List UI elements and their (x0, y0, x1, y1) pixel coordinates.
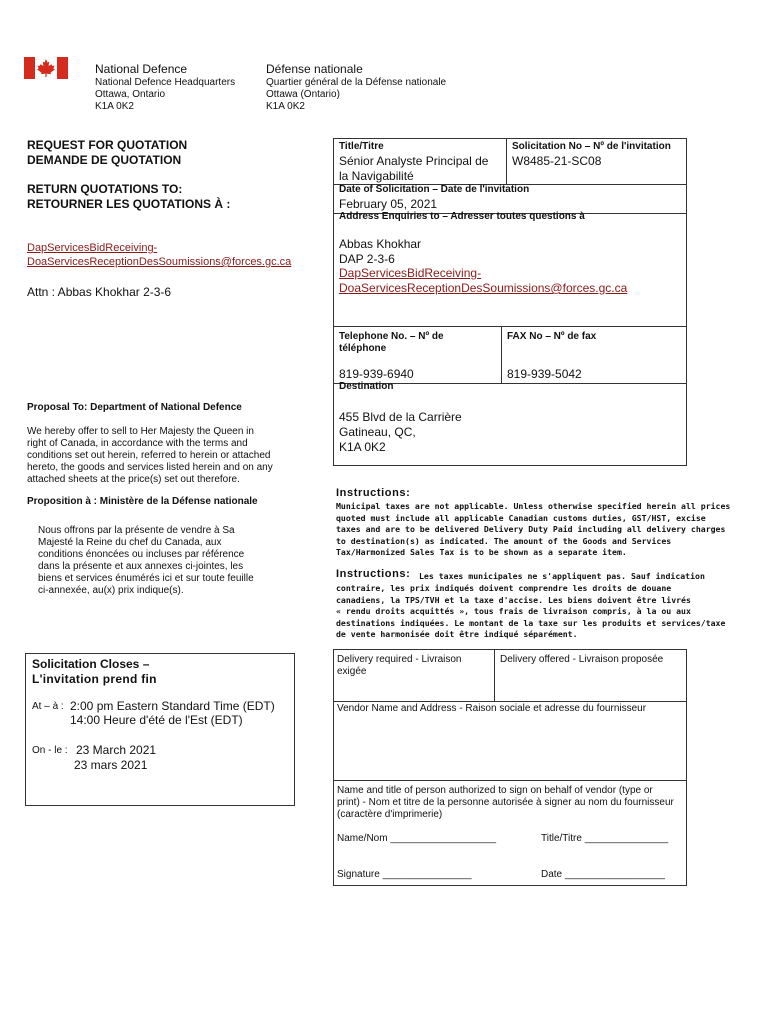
closes-time-fr: 14:00 Heure d'été de l'Est (EDT) (70, 713, 243, 727)
telephone-label: Telephone No. – Nº de téléphone (339, 331, 444, 354)
dept-address-fr-3: K1A 0K2 (266, 101, 305, 112)
rfq-title-en: REQUEST FOR QUOTATION (27, 138, 188, 152)
dept-address-en-2: Ottawa, Ontario (95, 89, 166, 100)
instructions-text-fr: contraire, les prix indiqués doivent comprendre les droits de douane canadiens, la TPS/TVH et la taxe d'accise. Les biens doivent être livrés « rendu droits acquittés », tous frais de livraison compris, à la ou aux destinations indiquées. Le montant de la taxe sur les produits et services/taxe de vente harmonisée doit être indiqué séparément. (336, 583, 726, 640)
instructions-text-fr-first-line: Les taxes municipales ne s'appliquent pas. Sauf indication (419, 571, 705, 581)
title-value: Sénior Analyste Principal de la Navigabilité (339, 154, 489, 183)
enquiries-email-link-1[interactable]: DapServicesBidReceiving- (339, 266, 482, 280)
fax-label: FAX No – Nº de fax (507, 331, 597, 342)
closes-date-en: 23 March 2021 (76, 743, 157, 757)
enquiries-name: Abbas Khokhar (339, 237, 422, 251)
title-field[interactable]: Title/Titre _______________ (541, 833, 669, 844)
rfq-title-fr: DEMANDE DE QUOTATION (27, 153, 182, 167)
instructions-title-fr: Instructions: (336, 568, 411, 580)
closes-on-label: On - le : (32, 745, 68, 756)
enquiries-email-link-2[interactable]: DoaServicesReceptionDesSoumissions@forces.gc.ca (339, 281, 628, 295)
dept-address-fr-2: Ottawa (Ontario) (266, 89, 340, 100)
solicitation-number-value: W8485-21-SC08 (512, 154, 602, 168)
solicitation-date-value: February 05, 2021 (339, 197, 438, 211)
instructions-title-en: Instructions: (336, 487, 411, 499)
return-to-fr: RETOURNER LES QUOTATIONS À : (27, 197, 231, 211)
closes-title-en: Solicitation Closes – (32, 657, 150, 671)
proposal-text-en: We hereby offer to sell to Her Majesty the Queen in right of Canada, in accordance with the terms and conditions set out herein, referred to herein or attached hereto, the goods and services listed herein and on any attached sheets at the price(s) set out therefore. (27, 426, 273, 485)
return-to-en: RETURN QUOTATIONS TO: (27, 182, 183, 196)
return-email-link-2[interactable]: DoaServicesReceptionDesSoumissions@forces.gc.ca (27, 256, 292, 268)
delivery-offered-field[interactable]: Delivery offered - Livraison proposée (500, 654, 664, 665)
name-field[interactable]: Name/Nom ___________________ (337, 833, 497, 844)
dept-address-fr-1: Quartier général de la Défense nationale (266, 77, 447, 88)
canada-flag-icon (24, 57, 68, 79)
solicitation-date-label: Date of Solicitation – Date de l'invitation (339, 184, 530, 195)
title-label: Title/Titre (339, 141, 384, 152)
proposal-title-fr: Proposition à : Ministère de la Défense nationale (27, 496, 258, 507)
dept-name-fr: Défense nationale (266, 62, 363, 76)
closes-at-label: At – à : (32, 701, 64, 712)
enquiries-room: DAP 2-3-6 (339, 252, 395, 266)
return-email-link-1[interactable]: DapServicesBidReceiving- (27, 242, 158, 254)
solicitation-number-label: Solicitation No – Nº de l'invitation (512, 141, 671, 152)
attention-line: Attn : Abbas Khokhar 2-3-6 (27, 285, 172, 299)
authorized-person-label: Name and title of person authorized to sign on behalf of vendor (type or print) - Nom et titre de la personne autorisée à signer au nom du fournisseur (caractère d'imprimerie) (337, 785, 674, 820)
closes-title-fr: L'invitation prend fin (32, 672, 157, 686)
signature-field[interactable]: Signature ________________ (337, 869, 472, 880)
dept-address-en-1: National Defence Headquarters (95, 77, 236, 88)
delivery-required-field[interactable]: Delivery required - Livraison exigée (337, 654, 462, 677)
telephone-value: 819-939-6940 (339, 367, 414, 381)
instructions-text-en: Municipal taxes are not applicable. Unless otherwise specified herein all prices quoted must include all applicable Canadian customs duties, GST/HST, excise taxes and are to be delivered Delivery Duty Paid including all delivery charges to destination(s) as indicated. The amount of the Goods and Services Tax/Harmonized Sales Tax is to be shown as a separate item. (336, 501, 731, 558)
destination-label: Destination (339, 381, 394, 392)
fax-value: 819-939-5042 (507, 367, 582, 381)
destination-value: 455 Blvd de la Carrière Gatineau, QC, K1A 0K2 (339, 410, 462, 454)
closes-date-fr: 23 mars 2021 (74, 758, 148, 772)
proposal-title-en: Proposal To: Department of National Defence (27, 402, 242, 413)
date-field[interactable]: Date __________________ (541, 869, 666, 880)
proposal-text-fr: Nous offrons par la présente de vendre à Sa Majesté la Reine du chef du Canada, aux conditions énoncées ou incluses par référence dans la présente et aux annexes ci-jointes, les biens et services énumérés ici et sur toute feuille ci-annexée, au(x) prix indique(s). (38, 525, 254, 596)
dept-address-en-3: K1A 0K2 (95, 101, 134, 112)
dept-name-en: National Defence (95, 62, 188, 76)
vendor-info-table (333, 649, 687, 886)
vendor-name-address-field[interactable]: Vendor Name and Address - Raison sociale et adresse du fournisseur (337, 703, 647, 714)
closes-time-en: 2:00 pm Eastern Standard Time (EDT) (70, 699, 275, 713)
enquiries-label: Address Enquiries to – Adresser toutes questions à (339, 211, 585, 222)
